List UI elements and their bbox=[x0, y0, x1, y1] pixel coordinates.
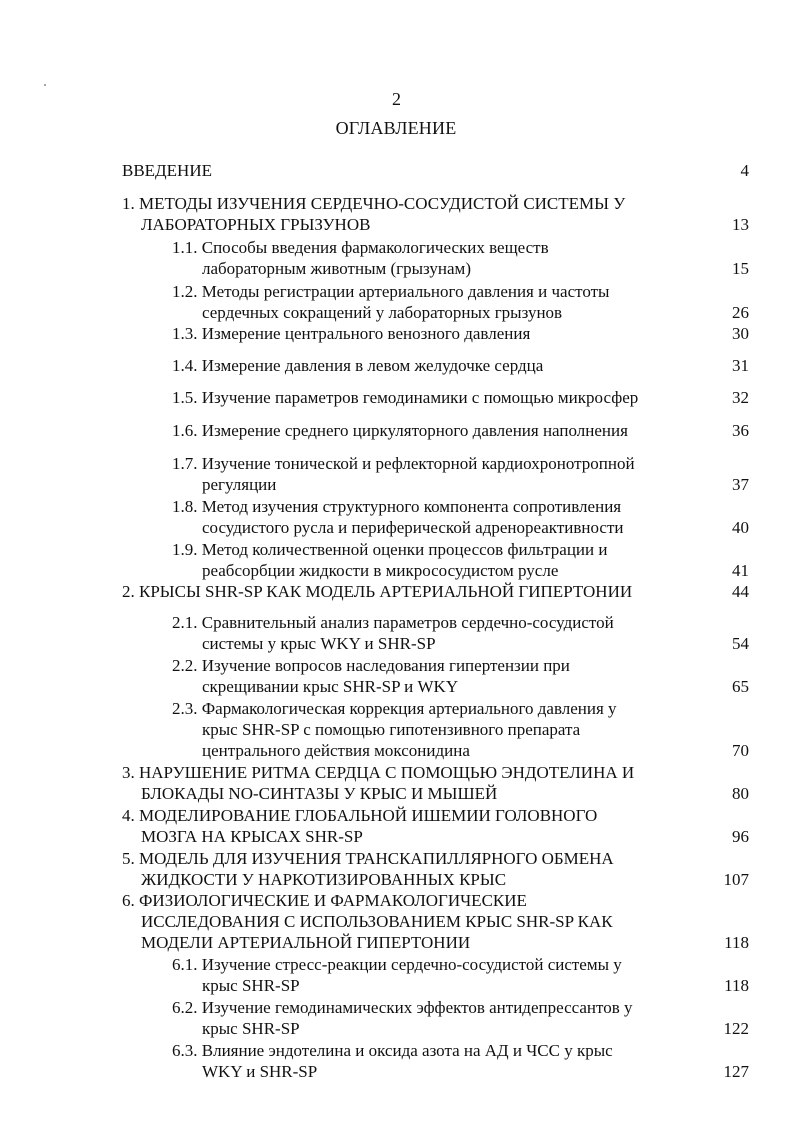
chapter-title: БЛОКАДЫ NO-СИНТАЗЫ У КРЫС И МЫШЕЙ bbox=[141, 784, 498, 803]
section-title: реабсорбции жидкости в микрососудистом русле bbox=[202, 561, 559, 580]
toc-page-number: 122 bbox=[723, 1019, 749, 1038]
section-title: 1.5. Изучение параметров гемодинамики с помощью микросфер bbox=[172, 388, 639, 407]
section-title: 1.3. Измерение центрального венозного давления bbox=[172, 324, 531, 343]
section-title: 2.3. Фармакологическая коррекция артериального давления у bbox=[172, 699, 617, 718]
chapter-title: 3. НАРУШЕНИЕ РИТМА СЕРДЦА С ПОМОЩЬЮ ЭНДОТЕЛИНА И bbox=[122, 763, 635, 782]
toc-page-number: 40 bbox=[732, 518, 749, 537]
section-title: скрещивании крыс SHR-SP и WKY bbox=[202, 677, 459, 696]
section-title: сердечных сокращений у лабораторных грызунов bbox=[202, 303, 563, 322]
chapter-title: 6. ФИЗИОЛОГИЧЕСКИЕ И ФАРМАКОЛОГИЧЕСКИЕ bbox=[122, 891, 527, 910]
chapter-title: МОДЕЛИ АРТЕРИАЛЬНОЙ ГИПЕРТОНИИ bbox=[141, 933, 471, 952]
toc-page-number: 37 bbox=[732, 475, 749, 494]
section-title: 1.6. Измерение среднего циркуляторного давления наполнения bbox=[172, 421, 628, 440]
section-title: 1.8. Метод изучения структурного компонента сопротивления bbox=[172, 497, 622, 516]
toc-page-number: 13 bbox=[732, 215, 749, 234]
toc-page-number: 32 bbox=[732, 388, 749, 407]
section-title: 1.9. Метод количественной оценки процессов фильтрации и bbox=[172, 540, 608, 559]
section-title: крыс SHR-SP с помощью гипотензивного препарата bbox=[202, 720, 581, 739]
section-title: 1.7. Изучение тонической и рефлекторной кардиохронотропной bbox=[172, 454, 635, 473]
toc-page-number: 65 bbox=[732, 677, 749, 696]
toc-page-number: 118 bbox=[724, 933, 749, 952]
toc-page-number: 118 bbox=[724, 976, 749, 995]
chapter-title: 4. МОДЕЛИРОВАНИЕ ГЛОБАЛЬНОЙ ИШЕМИИ ГОЛОВНОГО bbox=[122, 806, 598, 825]
section-title: 2.1. Сравнительный анализ параметров сердечно-сосудистой bbox=[172, 613, 614, 632]
section-title: сосудистого русла и периферической адренореактивности bbox=[202, 518, 624, 537]
chapter-title: 5. МОДЕЛЬ ДЛЯ ИЗУЧЕНИЯ ТРАНСКАПИЛЛЯРНОГО ОБМЕНА bbox=[122, 849, 614, 868]
toc-page-number: 15 bbox=[732, 259, 749, 278]
toc-page-number: 26 bbox=[732, 303, 749, 322]
toc-title-text: ОГЛАВЛЕНИЕ bbox=[335, 118, 457, 138]
section-title: системы у крыс WKY и SHR-SP bbox=[202, 634, 436, 653]
chapter-title: ЖИДКОСТИ У НАРКОТИЗИРОВАННЫХ КРЫС bbox=[141, 870, 507, 889]
section-title: 1.4. Измерение давления в левом желудочке сердца bbox=[172, 356, 544, 375]
toc-page-number: 70 bbox=[732, 741, 749, 760]
chapter-title: ИССЛЕДОВАНИЯ С ИСПОЛЬЗОВАНИЕМ КРЫС SHR-SP КАК bbox=[141, 912, 613, 931]
section-title: 1.2. Методы регистрации артериального давления и частоты bbox=[172, 282, 610, 301]
chapter-title: 2. КРЫСЫ SHR-SP КАК МОДЕЛЬ АРТЕРИАЛЬНОЙ ГИПЕРТОНИИ bbox=[122, 582, 633, 601]
section-title: крыс SHR-SP bbox=[202, 1019, 300, 1038]
toc-page-number: 41 bbox=[732, 561, 749, 580]
section-title: лабораторным животным (грызунам) bbox=[202, 259, 471, 278]
page-number: 2 bbox=[392, 89, 401, 109]
chapter-title: 1. МЕТОДЫ ИЗУЧЕНИЯ СЕРДЕЧНО-СОСУДИСТОЙ СИСТЕМЫ У bbox=[122, 194, 626, 213]
section-title: 1.1. Способы введения фармакологических веществ bbox=[172, 238, 549, 257]
chapter-title: ЛАБОРАТОРНЫХ ГРЫЗУНОВ bbox=[141, 215, 371, 234]
toc-page-number: 30 bbox=[732, 324, 749, 343]
section-title: 2.2. Изучение вопросов наследования гипертензии при bbox=[172, 656, 570, 675]
toc-page-number: 54 bbox=[732, 634, 749, 653]
toc-page-number: 31 bbox=[732, 356, 749, 375]
chapter-title: МОЗГА НА КРЫСАХ SHR-SP bbox=[141, 827, 363, 846]
toc-page-number: 107 bbox=[723, 870, 749, 889]
toc-page-number: 44 bbox=[732, 582, 749, 601]
toc-page-number: 80 bbox=[732, 784, 749, 803]
section-title: регуляции bbox=[202, 475, 277, 494]
section-title: 6.3. Влияние эндотелина и оксида азота на АД и ЧСС у крыс bbox=[172, 1041, 613, 1060]
section-title: центрального действия моксонидина bbox=[202, 741, 470, 760]
toc-page-number: 127 bbox=[723, 1062, 749, 1081]
toc-page-number: 36 bbox=[732, 421, 749, 440]
chapter-title: ВВЕДЕНИЕ bbox=[122, 161, 212, 180]
section-title: крыс SHR-SP bbox=[202, 976, 300, 995]
section-title: 6.2. Изучение гемодинамических эффектов антидепрессантов у bbox=[172, 998, 633, 1017]
toc-page-number: 4 bbox=[740, 161, 749, 180]
section-title: 6.1. Изучение стресс-реакции сердечно-сосудистой системы у bbox=[172, 955, 622, 974]
section-title: WKY и SHR-SP bbox=[202, 1062, 318, 1081]
toc-page-number: 96 bbox=[732, 827, 749, 846]
